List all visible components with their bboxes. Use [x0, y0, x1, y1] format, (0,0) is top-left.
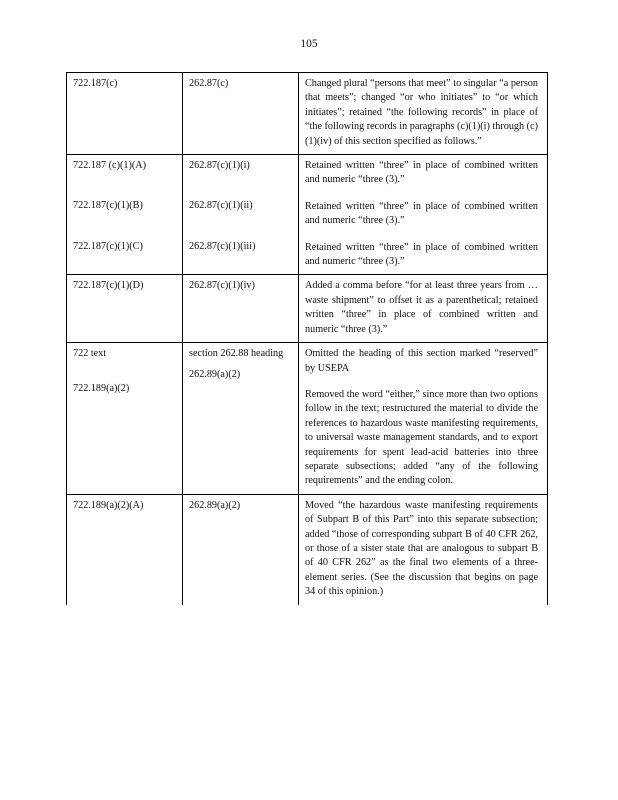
table-row	[67, 275, 548, 343]
illinois-section: 722.187(c)(1)(B)	[73, 200, 143, 212]
table-row	[67, 155, 548, 275]
change-description-cell	[299, 155, 548, 275]
illinois-section: 722.187(c)(1)(D)	[73, 280, 144, 292]
change-description: Moved “the hazardous waste manifesting requirements of Subpart B of this Part” into this separate subsection; added “those of corresponding subpart B of 40 CFR 262, or those of a sister state that are analogous to subpart B of 40 CFR 262” as the final two elements of a three-element series. (See the discussion that begins on page 34 of this opinion.)	[305, 499, 538, 598]
section-comparison-table	[66, 72, 548, 605]
federal-section-cell	[183, 73, 299, 155]
change-description: Retained written “three” in place of combined written and numeric “three (3).”	[305, 160, 538, 186]
change-description: Omitted the heading of this section marked “reserved” by USEPA	[305, 348, 538, 374]
illinois-section: 722.189(a)(2)(A)	[73, 499, 144, 511]
illinois-section-cell	[67, 275, 183, 343]
change-description-cell	[299, 275, 548, 343]
change-description-cell	[299, 343, 548, 495]
change-description-cell	[299, 494, 548, 604]
federal-section: 262.89(a)(2)	[189, 499, 241, 511]
illinois-section: 722.187(c)(1)(C)	[73, 240, 143, 252]
table-row	[67, 494, 548, 604]
illinois-section: 722 text	[73, 348, 107, 360]
federal-section: 262.87(c)(1)(iv)	[189, 280, 255, 292]
table-row	[67, 73, 548, 155]
illinois-section-cell	[67, 494, 183, 604]
illinois-section-cell	[67, 155, 183, 275]
federal-section: 262.87(c)(1)(ii)	[189, 200, 253, 212]
federal-section: 262.87(c)	[189, 78, 229, 89]
federal-section: 262.87(c)(1)(iii)	[189, 240, 256, 252]
page-number: 105	[300, 38, 318, 50]
illinois-section-cell	[67, 343, 183, 495]
illinois-section-cell	[67, 73, 183, 155]
federal-section: 262.87(c)(1)(i)	[189, 160, 250, 172]
federal-section-cell	[183, 343, 299, 495]
change-description-cell	[299, 73, 548, 155]
table-row	[67, 343, 548, 495]
change-description: Added a comma before “for at least three years from … waste shipment” to offset it as a parenthetical; retained written “three” in place of combined written and numeric “three (3).”	[305, 280, 538, 335]
illinois-section: 722.187 (c)(1)(A)	[73, 160, 146, 172]
federal-section-cell	[183, 155, 299, 275]
change-description: Removed the word “either,” since more than two options follow in the text; restructured the material to divide the references to hazardous waste manifesting requirements, to universal waste management standards, and to export requirements for spent lead-acid batteries into three separate subsections; added “any of the following requirements” and the ending colon.	[305, 388, 538, 487]
federal-section-cell	[183, 275, 299, 343]
illinois-section: 722.189(a)(2)	[73, 382, 130, 394]
illinois-section: 722.187(c)	[73, 78, 118, 89]
change-description: Retained written “three” in place of combined written and numeric “three (3).”	[305, 200, 538, 227]
federal-section: 262.89(a)(2)	[189, 368, 241, 380]
change-description: Changed plural “persons that meet” to singular “a person that meets”; changed “or who initiates” to “or which initiates”; retained “the following records” in place of “the following records in paragraphs (c)(1)(i) through (c)(1)(iv) of this section specified as follows.”	[305, 78, 538, 147]
federal-section-cell	[183, 494, 299, 604]
federal-section: section 262.88 heading	[189, 348, 284, 360]
change-description: Retained written “three” in place of combined written and numeric “three (3).”	[305, 241, 538, 268]
